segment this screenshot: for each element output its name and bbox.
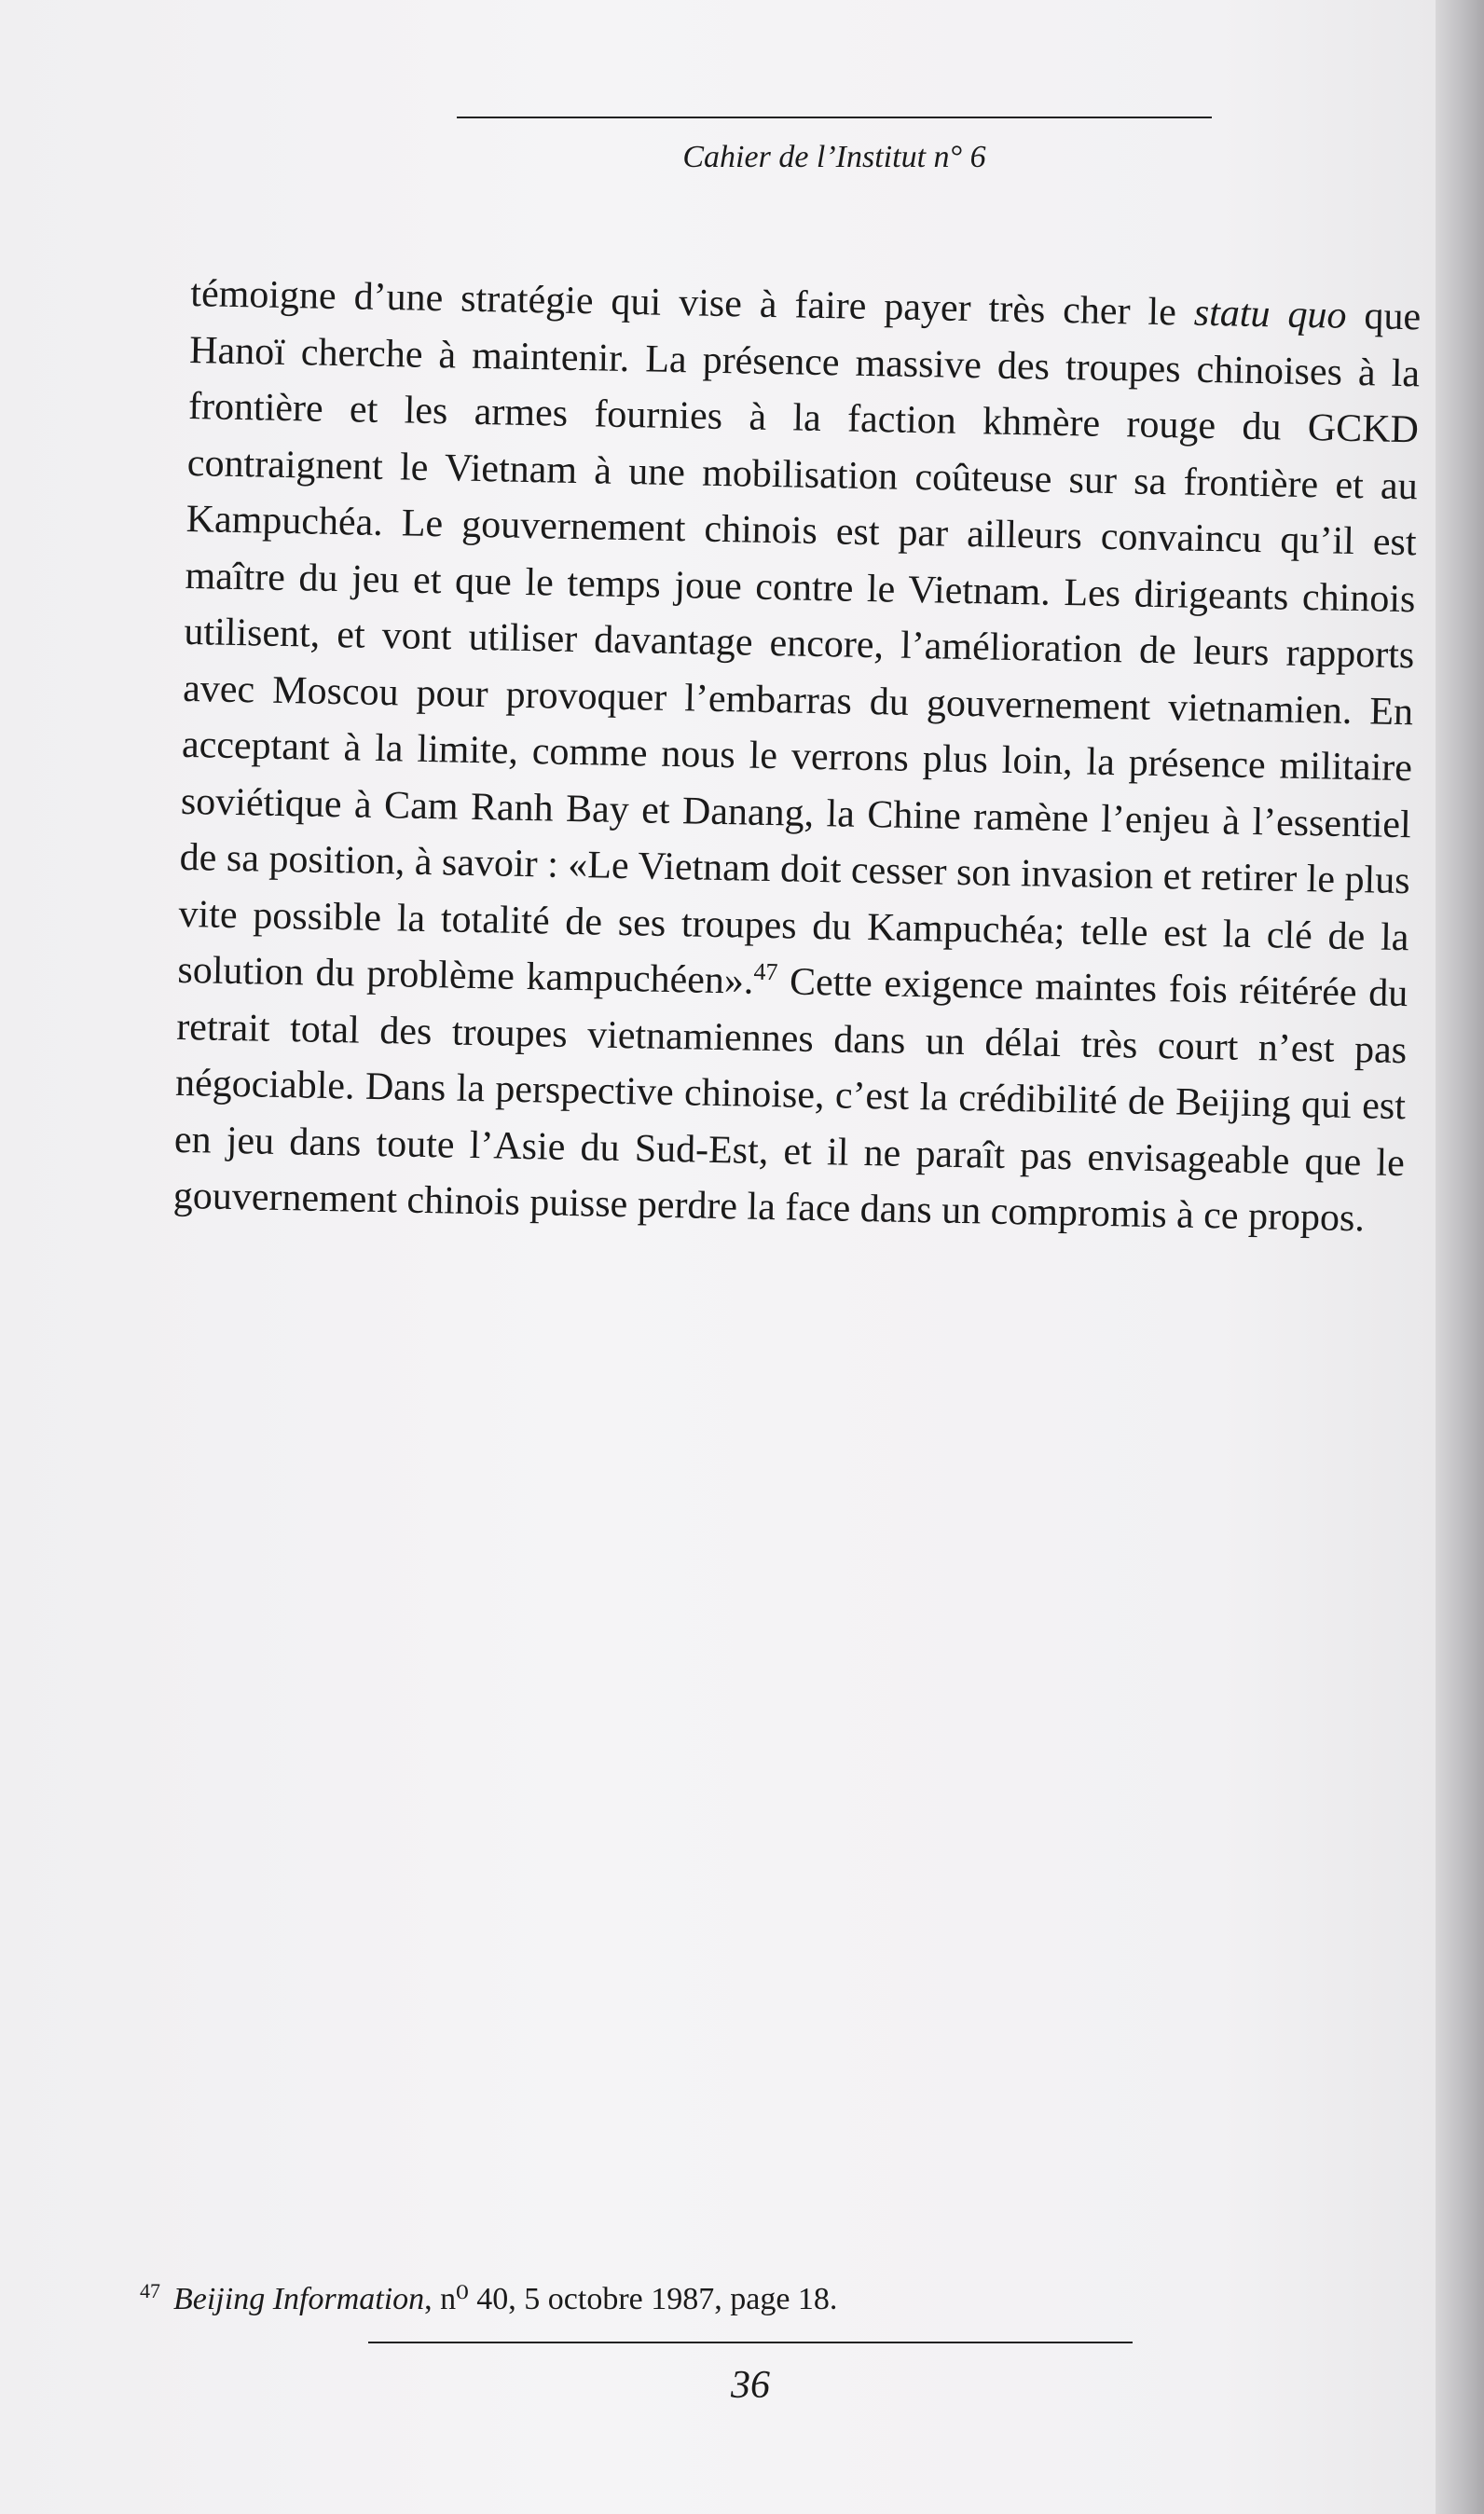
book-spine-shadow xyxy=(1436,0,1484,2514)
text-run: que Hanoï cherche à maintenir. La présence massive des troupes chinoises à la frontière et les armes fournies à la faction khmère rouge du GCKD contraignent le Vietnam à une mobilisation coûteuse sur sa frontière et au Kampuchéa. Le gouvernement chinois est par ailleurs convaincu qu’il est maître du jeu et que le temps joue contre le Vietnam. Les dirigeants chinois utilisent, et vont utiliser davantage encore, l’amélioration de leurs rapports avec Moscou pour provoquer l’embarras du gouvernement vietnamien. En acceptant à la limite, comme nous le verrons plus loin, la présence militaire soviétique à Cam Ranh Bay et Danang, la Chine ramène l’enjeu à l’essentiel de sa position, à savoir : «Le Vietnam doit cesser son invasion et retirer le plus vite possible la totalité de ses troupes du Kampuchéa; telle est la clé de la solution du problème kampuchéen». xyxy=(177,294,1422,1003)
running-header: Cahier de l’Institut n° 6 xyxy=(682,140,986,174)
footnote-number: 47 xyxy=(140,2278,160,2302)
paragraph xyxy=(172,266,1422,1248)
text-run: Cette exigence maintes fois réitérée du retrait total des troupes vietnamiennes dans un délai très court n’est pas négociable. Dans la perspective chinoise, c’est la crédibilité de Beijing qui est en jeu dans toute l’Asie du Sud-Est, et il ne paraît pas envisageable que le gouvernement chinois puisse perdre la face dans un compromis à ce propos. xyxy=(172,960,1408,1241)
page-number: 36 xyxy=(731,2364,770,2407)
main-text xyxy=(172,266,1422,1248)
header-rule xyxy=(457,117,1212,118)
text-run: témoigne d’une stratégie qui vise à faire payer très cher le xyxy=(189,271,1195,335)
italic-term: statu quo xyxy=(1193,291,1347,337)
footnote-details: , n⁰ 40, 5 octobre 1987, page 18. xyxy=(424,2282,838,2316)
footnote-source: Beijing Information xyxy=(173,2282,425,2316)
footnote-reference[interactable]: 47 xyxy=(753,957,778,986)
footnote xyxy=(140,2280,1258,2317)
footer-rule xyxy=(368,2342,1133,2343)
